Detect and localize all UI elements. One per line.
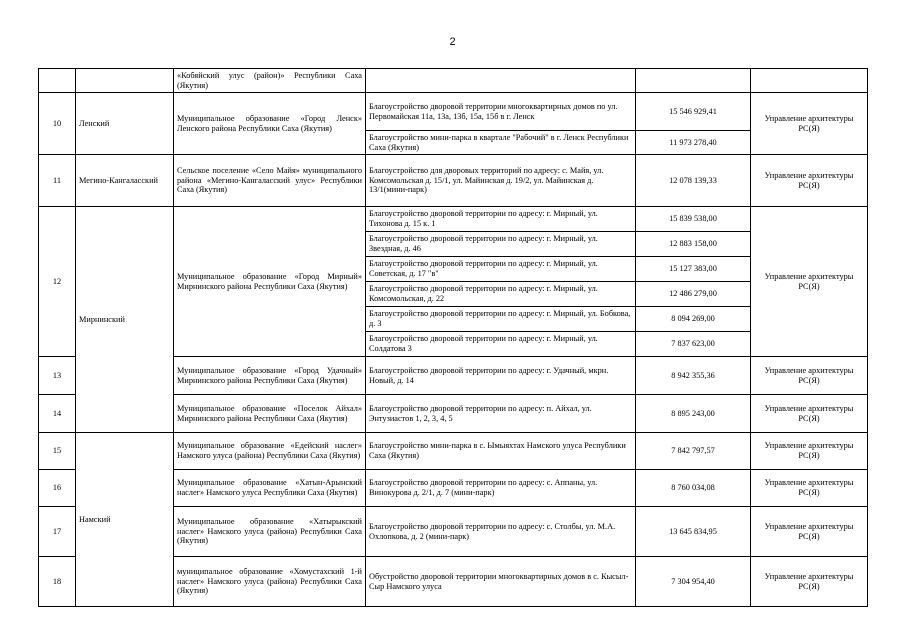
district-cell: Ленский [76,93,174,155]
amount-cell: 11 973 278,40 [636,131,751,155]
amount-cell: 15 839 538,00 [636,207,751,232]
responsible-cell: Управление архитектуры РС(Я) [751,507,868,557]
municipality-cell: Сельское поселение «Село Майя» муниципального района «Мегино-Кангаласский улус» Республики Саха (Якутия) [174,155,366,207]
municipality-cell: муниципальное образование «Хомустахский 1-й наслег» Намского улуса (района) Республики Саха (Якутия) [174,557,366,607]
municipality-cell: Муниципальное образование «Поселок Айхал» Мирнинского района Республики Саха (Якутия) [174,395,366,433]
amount-cell: 7 304 954,40 [636,557,751,607]
amount-cell: 15 546 929,41 [636,93,751,131]
work-cell: Благоустройство мини-парка в квартале "Рабочий" в г. Ленск Республики Саха (Якутия) [366,131,636,155]
work-cell: Благоустройство для дворовых территорий по адресу: с. Майя, ул. Комсомольская д. 15/1, ул. Майинская д. 19/2, ул. Майинская д. 13/1(мини-парк) [366,155,636,207]
municipality-cell: Муниципальное образование «Город Удачный» Мирнинского района Республики Саха (Якутия) [174,357,366,395]
municipality-cell: Муниципальное образование «Город Мирный» Мирнинского района Республики Саха (Якутия) [174,207,366,357]
municipality-cell: Муниципальное образование «Едейский наслег» Намского улуса (района) Республики Саха (Якутия) [174,433,366,470]
municipality-cell: «Кобяйский улус (район)» Республики Саха (Якутия) [174,69,366,93]
responsible-cell [751,69,868,93]
work-cell: Обустройство дворовой территории многоквартирных домов в с. Кысыл-Сыр Намского улуса [366,557,636,607]
row-number-cell: 17 [39,507,76,557]
responsible-cell: Управление архитектуры РС(Я) [751,93,868,155]
responsible-cell: Управление архитектуры РС(Я) [751,395,868,433]
district-cell: Мирнинский [76,207,174,433]
amount-cell: 7 837 623,00 [636,332,751,357]
work-cell: Благоустройство мини-парка в с. Ымыяхтах Намского улуса Республики Саха (Якутия) [366,433,636,470]
budget-table [38,68,868,607]
table-row [39,207,868,232]
row-number-cell: 12 [39,207,76,357]
district-cell: Мегино-Кангаласский [76,155,174,207]
row-number-cell: 16 [39,470,76,507]
row-number-cell: 15 [39,433,76,470]
municipality-cell: Муниципальное образование «Хатын-Арынский наслег» Намского улуса Республики Саха (Якутия) [174,470,366,507]
work-cell: Благоустройство дворовой территории по адресу: п. Айхал, ул. Энтузиастов 1, 2, 3, 4, 5 [366,395,636,433]
row-number-cell: 10 [39,93,76,155]
row-number-cell: 18 [39,557,76,607]
responsible-cell: Управление архитектуры РС(Я) [751,357,868,395]
work-cell: Благоустройство дворовой территории по адресу: г. Мирный, ул. Бобкова, д. 3 [366,307,636,332]
district-cell: Намский [76,433,174,607]
work-cell: Благоустройство дворовой территории по адресу: г. Мирный, ул. Звездная, д. 46 [366,232,636,257]
amount-cell: 8 942 355,36 [636,357,751,395]
amount-cell: 8 094 269,00 [636,307,751,332]
work-cell: Благоустройство дворовой территории по адресу: г. Мирный, ул. Тихонова д. 15 к. 1 [366,207,636,232]
row-number-cell: 13 [39,357,76,395]
work-cell: Благоустройство дворовой территории по адресу: г. Мирный, ул. Солдатова 3 [366,332,636,357]
work-cell: Благоустройство дворовой территории по адресу: г. Мирный, ул. Советская, д. 17 "в" [366,257,636,282]
work-cell: Благоустройство дворовой территории многоквартирных домов по ул. Первомайская 11а, 13а, 13б, 15а, 15б в г. Ленск [366,93,636,131]
work-cell: Благоустройство дворовой территории по адресу: г. Мирный, ул. Комсомольская, д. 22 [366,282,636,307]
amount-cell: 12 486 279,00 [636,282,751,307]
responsible-cell: Управление архитектуры РС(Я) [751,155,868,207]
amount-cell: 8 760 034,08 [636,470,751,507]
work-cell: Благоустройство дворовой территории по адресу: с. Столбы, ул. М.А. Охлопкова, д. 2 (мини-парк) [366,507,636,557]
responsible-cell: Управление архитектуры РС(Я) [751,557,868,607]
row-number-cell: 11 [39,155,76,207]
table-row [39,93,868,131]
row-number-cell [39,69,76,93]
amount-cell: 8 895 243,00 [636,395,751,433]
amount-cell: 7 842 797,57 [636,433,751,470]
row-number-cell: 14 [39,395,76,433]
amount-cell: 12 883 158,00 [636,232,751,257]
work-cell [366,69,636,93]
amount-cell: 15 127 383,00 [636,257,751,282]
responsible-cell: Управление архитектуры РС(Я) [751,433,868,470]
table-row [39,69,868,93]
work-cell: Благоустройство дворовой территории по адресу: с. Аппаны, ул. Винокурова д. 2/1, д. 7 (мини-парк) [366,470,636,507]
table-row [39,155,868,207]
district-cell [76,69,174,93]
amount-cell: 12 078 139,33 [636,155,751,207]
table-row [39,433,868,470]
municipality-cell: Муниципальное образование «Город Ленск» Ленского района Республики Саха (Якутия) [174,93,366,155]
work-cell: Благоустройство дворовой территории по адресу: г. Удачный, мкрн. Новый, д. 14 [366,357,636,395]
responsible-cell: Управление архитектуры РС(Я) [751,470,868,507]
municipality-cell: Муниципальное образование «Хатырыкский наслег» Намского улуса (района) Республики Саха (Якутия) [174,507,366,557]
amount-cell [636,69,751,93]
page-number: 2 [449,36,456,48]
responsible-cell: Управление архитектуры РС(Я) [751,207,868,357]
amount-cell: 13 645 834,95 [636,507,751,557]
